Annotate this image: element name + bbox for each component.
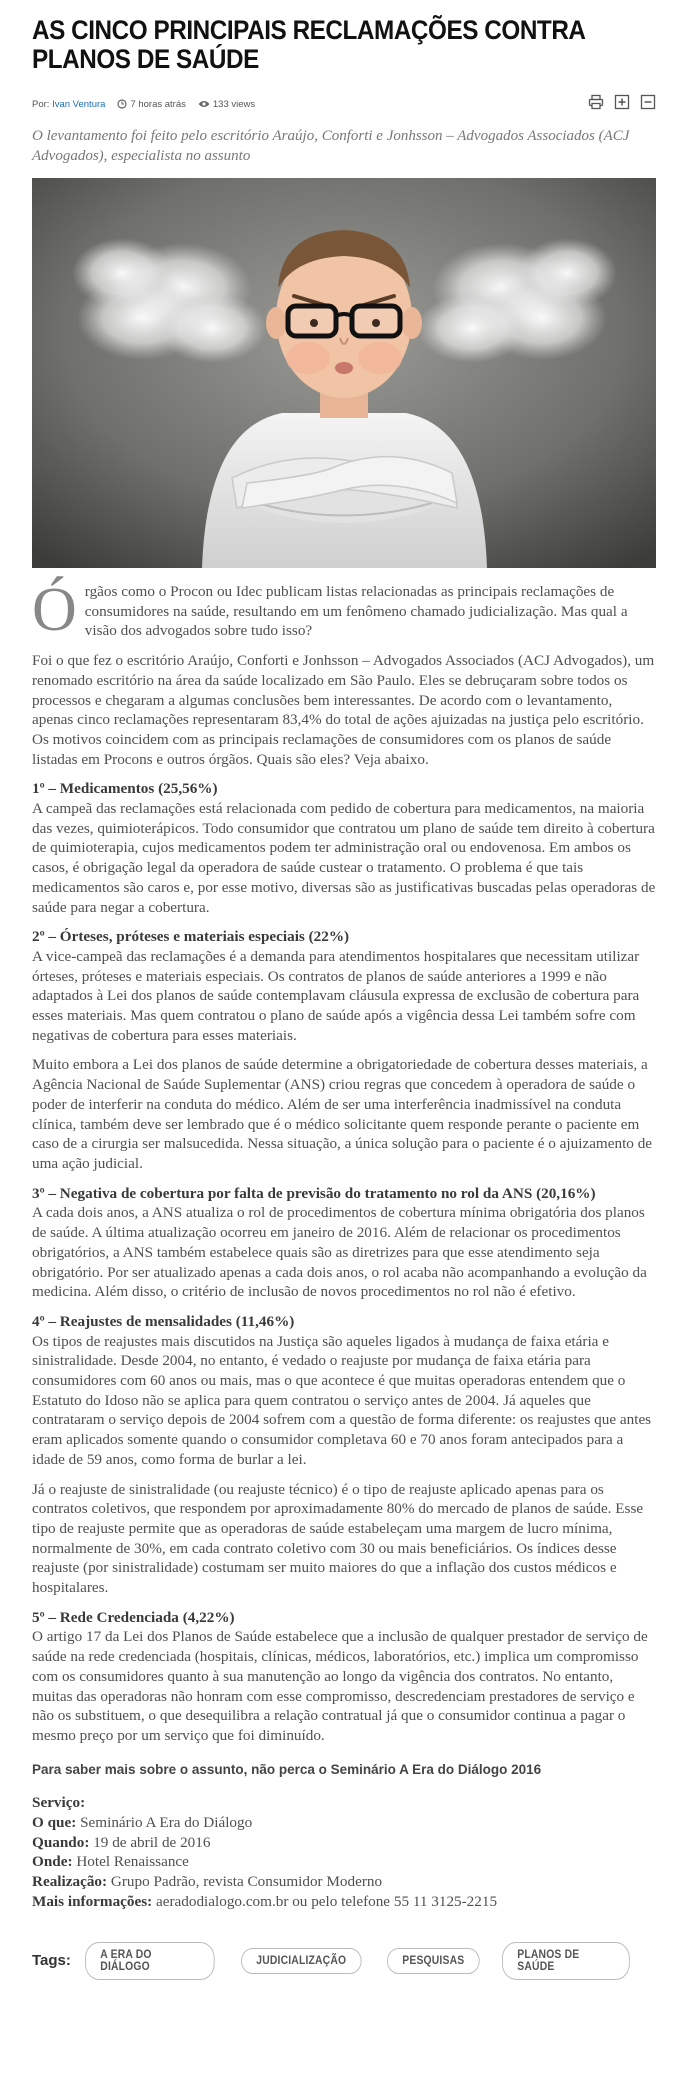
service-info xyxy=(32,1793,656,1911)
article-title: AS CINCO PRINCIPAIS RECLAMAÇÕES CONTRA PLANOS DE SAÚDE xyxy=(32,15,585,74)
view-count xyxy=(198,99,255,110)
section-3 xyxy=(32,1184,656,1302)
service-where-value: Hotel Renaissance xyxy=(76,1853,189,1871)
section-3-paragraph-1: A cada dois anos, a ANS atualiza o rol de procedimentos de cobertura mínima obrigatória dos planos de saúde. A última atualização ocorreu em janeiro de 2016. Além de relacionar os procedimentos obrigatórios, a ANS também estabelece quais são as diretrizes para que esse atendimento seja obrigatório. Por ser atualizado apenas a cada dois anos, o rol acaba não acompanhando a evolução da medicina. Além disso, o critério de inclusão de novos procedimentos no rol não é efetivo. xyxy=(32,1204,647,1301)
view-count-text: 133 views xyxy=(212,98,256,110)
service-what-value: Seminário A Era do Diálogo xyxy=(80,1814,253,1832)
tag-planos-de-saude[interactable]: PLANOS DE SAÚDE xyxy=(502,1942,630,1980)
service-where xyxy=(32,1852,656,1872)
article-container xyxy=(32,16,656,1980)
service-info-value: aeradodialogo.com.br ou pelo telefone 55 11 3125-2215 xyxy=(156,1892,498,1910)
section-3-heading: 3º – Negativa de cobertura por falta de previsão do tratamento no rol da ANS (20,16%) xyxy=(32,1184,596,1202)
section-4-heading: 4º – Reajustes de mensalidades (11,46%) xyxy=(32,1312,295,1330)
section-2 xyxy=(32,927,656,1173)
section-4-paragraph-2: Já o reajuste de sinistralidade (ou reajuste técnico) é o tipo de reajuste aplicado apenas para os contratos coletivos, que respondem por aproximadamente 80% do mercado de planos de saúde. Esse tipo de reajuste permite que as operadoras de saúde estabeleçam uma margem de lucro mínima, normalmente de 30%, em cada contrato coletivo com 30 ou mais beneficiários. Os índices desse reajuste (por sinistralidade) costumam ser muito maiores do que a inflação dos custos médicos e hospitalares. xyxy=(32,1480,644,1597)
section-5-paragraph-1: O artigo 17 da Lei dos Planos de Saúde estabelece que a inclusão de qualquer prestador de serviço de saúde na rede credenciada (hospitais, clínicas, médicos, laboratórios, etc.) implica um compromisso com os consumidores quanto à sua manutenção ao longo da vigência dos contratos. No entanto, muitas das operadoras não honram com esse compromisso, descredenciam prestadores de serviço e não os substituem, o que desequilibra a relação contratual já que o consumidor continua a pagar o mesmo preço por um serviço que foi diminuído. xyxy=(32,1628,648,1744)
lead-paragraph xyxy=(32,576,656,651)
service-when-value: 19 de abril de 2016 xyxy=(93,1833,211,1851)
article-meta xyxy=(32,92,656,116)
section-5-heading: 5º – Rede Credenciada (4,22%) xyxy=(32,1608,235,1626)
intro-paragraph: Foi o que fez o escritório Araújo, Conforti e Jonhsson – Advogados Associados (ACJ Advogados), um renomado escritório na área da saúde localizado em São Paulo. Eles se debruçaram sobre todos os processos e chegaram a algumas conclusões bem interessantes. De acordo com o levantamento, apenas cinco reclamações representaram 83,4% do total de ações ajuizadas na justiça pelo escritório. Os motivos coincidem com as principais reclamações de consumidores com os planos de saúde listadas em Procons e outros órgãos. Quais são eles? Veja abaixo. xyxy=(32,652,655,768)
service-info-line xyxy=(32,1892,656,1912)
article-subtitle: O levantamento foi feito pelo escritório Araújo, Conforti e Jonhsson – Advogados Associados (ACJ Advogados), especialista no assunto xyxy=(32,128,630,164)
section-1-paragraph-1: A campeã das reclamações está relacionada com pedido de cobertura para medicamentos, na maioria das vezes, quimioterápicos. Todo consumidor que contratou um plano de saúde tem direito à cobertura de quimioterapia, cujos medicamentos podem ter administração oral ou endovenosa. Em ambos os casos, é obrigação legal da operadora de saúde custear o tratamento. O problema é que tais medicamentos são caros e, por esse motivo, diversas são as justificativas buscadas pelas operadoras de saúde para negar a cobertura. xyxy=(32,800,656,916)
section-2-heading: 2º – Órteses, próteses e materiais especiais (22%) xyxy=(32,928,350,946)
publish-time-text: 7 horas atrás xyxy=(130,98,186,110)
service-where-label: Onde: xyxy=(32,1853,73,1871)
section-5 xyxy=(32,1608,656,1746)
service-info-label: Mais informações: xyxy=(32,1892,153,1910)
byline xyxy=(32,99,105,110)
font-decrease-icon[interactable] xyxy=(640,94,656,110)
section-1-heading: 1º – Medicamentos (25,56%) xyxy=(32,780,218,798)
tag-judicializacao[interactable]: JUDICIALIZAÇÃO xyxy=(241,1948,362,1974)
tag-a-era-do-dialogo[interactable]: A ERA DO DIÁLOGO xyxy=(85,1942,215,1980)
lead-text: rgãos como o Procon ou Idec publicam listas relacionadas as principais reclamações de consumidores na saúde, resultando em um fenômeno chamado judicialização. Mas qual a visão dos advogados sobre tudo isso? xyxy=(84,583,628,640)
publish-time xyxy=(117,99,185,110)
seminar-cta: Para saber mais sobre o assunto, não perca o Seminário A Era do Diálogo 2016 xyxy=(32,1761,542,1777)
tags-label: Tags: xyxy=(32,1952,71,1970)
article-body xyxy=(32,576,656,1912)
service-org-label: Realização: xyxy=(32,1873,108,1891)
print-icon[interactable] xyxy=(588,94,604,110)
tag-pesquisas[interactable]: PESQUISAS xyxy=(387,1948,480,1974)
section-1 xyxy=(32,779,656,917)
drop-cap: Ó xyxy=(32,576,77,644)
service-what-label: O que: xyxy=(32,1814,77,1832)
section-4-paragraph-1: Os tipos de reajustes mais discutidos na Justiça são aqueles ligados à mudança de faixa etária e sinistralidade. Desde 2004, no entanto, é vedado o reajuste por mudança de faixa etária para consumidores com 60 anos ou mais, mas o que acontece é que muitas operadoras entendem que o Estatuto do Idoso não se aplica para quem contratou o serviço antes de 2004. Já aqueles que contrataram o serviço depois de 2004 sofrem com a questão de forma diferente: os reajustes que antes eram aplicados somente quando o consumidor completava 60 e 70 anos foram antecipados para a idade de 59 anos, como forma de burlar a lei. xyxy=(32,1332,652,1468)
service-heading: Serviço: xyxy=(32,1794,86,1812)
section-2-paragraph-2: Muito embora a Lei dos planos de saúde determine a obrigatoriedade de cobertura desses materiais, a Agência Nacional de Saúde Suplementar (ANS) criou regras que concedem à operadora de saúde o poder de interferir na conduta do médico. Além de ser uma interferência inadmissível na conduta clínica, também deve ser lembrado que é o médico solicitante quem responde perante o paciente em caso de a cirurgia ser malsucedida. Nessa situação, a única solução para o paciente é o ajuizamento de uma ação judicial. xyxy=(32,1056,653,1172)
service-when xyxy=(32,1833,656,1853)
section-2-paragraph-1: A vice-campeã das reclamações é a demanda para atendimentos hospitalares que necessitam utilizar órteses, próteses e materiais especiais. Os contratos de planos de saúde anteriores a 1999 e não adaptados à Lei dos planos de saúde contemplavam cláusula expressa de exclusão de cobertura para esses materiais. Mas quem contratou o plano de saúde após a vigência dessa Lei também sofre com negativas de cobertura para esses materiais. xyxy=(32,947,640,1044)
tags-bar xyxy=(32,1942,656,1980)
font-increase-icon[interactable] xyxy=(614,94,630,110)
eye-icon xyxy=(198,100,210,108)
section-4 xyxy=(32,1312,656,1598)
hero-image xyxy=(32,178,656,568)
author-link[interactable]: Ivan Ventura xyxy=(52,98,106,110)
article-tools xyxy=(578,94,656,110)
byline-prefix: Por: xyxy=(32,98,50,110)
service-org xyxy=(32,1872,656,1892)
service-what xyxy=(32,1813,656,1833)
service-org-value: Grupo Padrão, revista Consumidor Moderno xyxy=(110,1873,383,1891)
service-when-label: Quando: xyxy=(32,1833,90,1851)
clock-icon xyxy=(117,99,127,109)
angry-child-photo xyxy=(32,178,656,568)
